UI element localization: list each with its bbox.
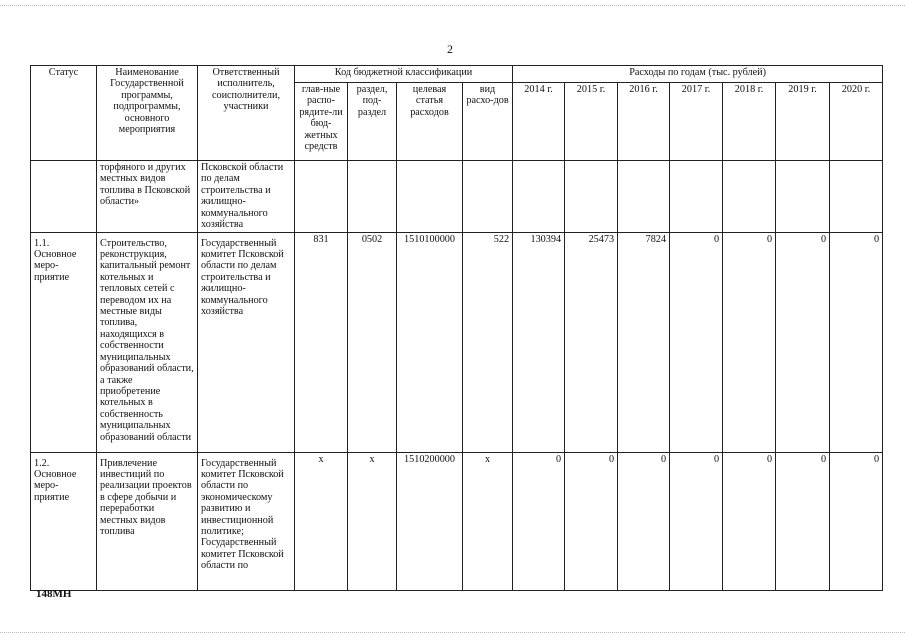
- row-value-2020: [830, 161, 883, 233]
- row-code-section: [348, 161, 397, 233]
- row-executor: Государственный комитет Псковской области по экономическому развитию и инвестиционной политике; Государственный комитет Псковской области по: [198, 452, 295, 590]
- header-year-2020: 2020 г.: [830, 83, 883, 161]
- budget-table: [30, 65, 883, 591]
- header-year-2015: 2015 г.: [565, 83, 618, 161]
- header-budget-code: Код бюджетной классификации: [295, 66, 513, 83]
- header-year-2019: 2019 г.: [776, 83, 830, 161]
- scan-edge-top: [0, 5, 905, 6]
- row-value-2017: 0: [670, 452, 723, 590]
- row-status: 1.2. Основное меро-приятие: [31, 452, 97, 590]
- row-value-2014: 0: [513, 452, 565, 590]
- table-row: [31, 452, 883, 590]
- row-code-article: 1510200000: [397, 452, 463, 590]
- row-code-type: х: [463, 452, 513, 590]
- header-chief-administrator: глав-ные распо-рядите-ли бюд-жетных средств: [295, 83, 348, 161]
- page-number: 2: [447, 42, 453, 56]
- row-value-2019: [776, 161, 830, 233]
- row-value-2020: 0: [830, 452, 883, 590]
- header-target-article: целевая статья расходов: [397, 83, 463, 161]
- row-executor: Государственный комитет Псковской области по делам строительства и жилищно-коммунального хозяйства: [198, 232, 295, 452]
- row-value-2016: 7824: [618, 232, 670, 452]
- row-code-article: 1510100000: [397, 232, 463, 452]
- row-value-2019: 0: [776, 232, 830, 452]
- header-expense-type: вид расхо-дов: [463, 83, 513, 161]
- header-year-2016: 2016 г.: [618, 83, 670, 161]
- header-name: Наименование Государственной программы, подпрограммы, основного мероприятия: [97, 66, 198, 161]
- row-value-2018: [723, 161, 776, 233]
- row-code-type: [463, 161, 513, 233]
- scan-edge-bottom: [0, 632, 905, 633]
- table-row: [31, 161, 883, 233]
- row-value-2018: 0: [723, 452, 776, 590]
- header-status: Статус: [31, 66, 97, 161]
- row-value-2015: [565, 161, 618, 233]
- footer-code: 148МН: [36, 588, 72, 600]
- header-executor: Ответственный исполнитель, соисполнители, участники: [198, 66, 295, 161]
- row-value-2018: 0: [723, 232, 776, 452]
- table-row: [31, 232, 883, 452]
- row-status: 1.1. Основное меро-приятие: [31, 232, 97, 452]
- row-value-2015: 25473: [565, 232, 618, 452]
- row-value-2015: 0: [565, 452, 618, 590]
- row-value-2020: 0: [830, 232, 883, 452]
- header-expenses: Расходы по годам (тыс. рублей): [513, 66, 883, 83]
- header-year-2018: 2018 г.: [723, 83, 776, 161]
- row-code-type: 522: [463, 232, 513, 452]
- row-name: Привлечение инвестиций по реализации проектов в сфере добычи и переработки местных видов топлива: [97, 452, 198, 590]
- row-value-2016: [618, 161, 670, 233]
- row-code-administrator: 831: [295, 232, 348, 452]
- row-executor: Псковской области по делам строительства и жилищно-коммунального хозяйства: [198, 161, 295, 233]
- row-code-section: х: [348, 452, 397, 590]
- row-value-2019: 0: [776, 452, 830, 590]
- header-year-2014: 2014 г.: [513, 83, 565, 161]
- row-value-2014: [513, 161, 565, 233]
- row-value-2017: 0: [670, 232, 723, 452]
- header-year-2017: 2017 г.: [670, 83, 723, 161]
- row-value-2014: 130394: [513, 232, 565, 452]
- row-code-administrator: х: [295, 452, 348, 590]
- row-value-2016: 0: [618, 452, 670, 590]
- row-code-article: [397, 161, 463, 233]
- row-code-section: 0502: [348, 232, 397, 452]
- row-code-administrator: [295, 161, 348, 233]
- header-section: раздел, под-раздел: [348, 83, 397, 161]
- row-value-2017: [670, 161, 723, 233]
- row-status: [31, 161, 97, 233]
- row-name: Строительство, реконструкция, капитальный ремонт котельных и тепловых сетей с переводом их на местные виды топлива, находящихся в собственности муниципальных образований области, а также приобретение котельных в собственность муниципальных образований области: [97, 232, 198, 452]
- row-name: торфяного и других местных видов топлива в Псковской области»: [97, 161, 198, 233]
